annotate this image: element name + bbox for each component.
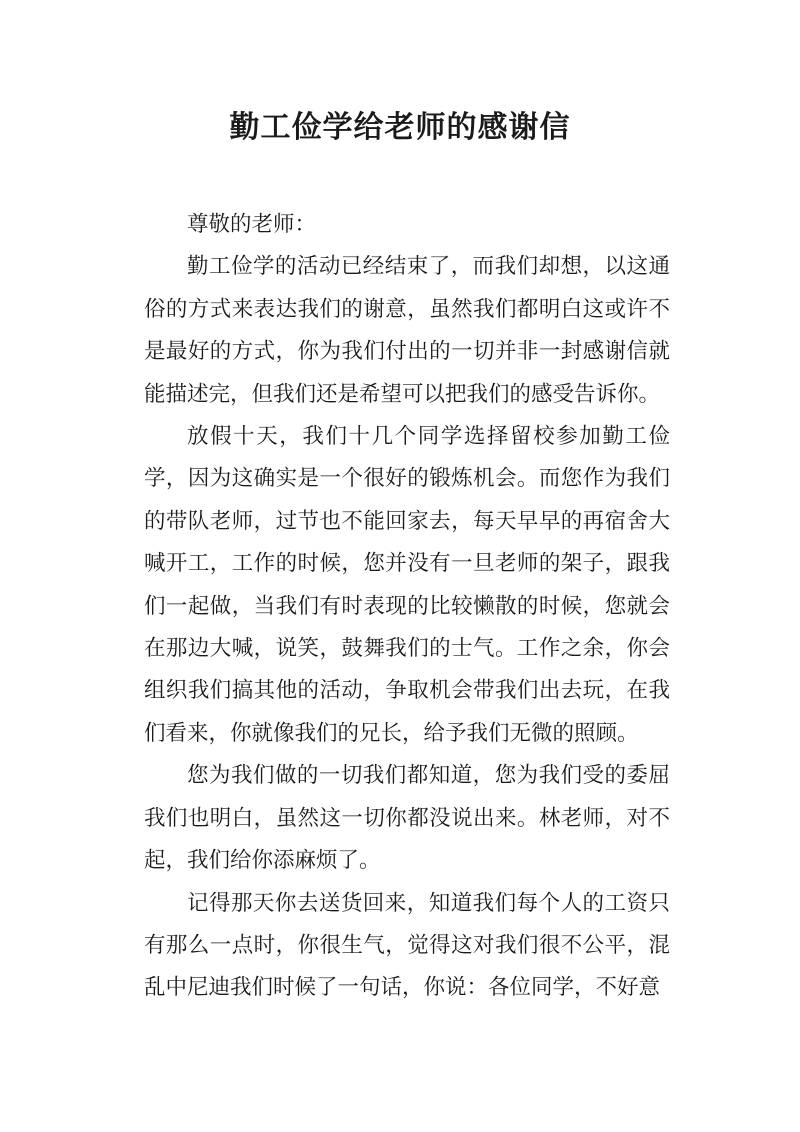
paragraph: 放假十天，我们十几个同学选择留校参加勤工俭学，因为这确实是一个很好的锻炼机会。而您作为我们的带队老师，过节也不能回家去，每天早早的再宿舍大喊开工，工作的时候，您并没有一旦老师的架子，跟我们一起做，当我们有时表现的比较懒散的时候，您就会在那边大喊，说笑，鼓舞我们的士气。工作之余，你会组织我们搞其他的活动，争取机会带我们出去玩，在我们看来，你就像我们的兄长，给予我们无微的照顾。 [144, 424, 670, 746]
document-title: 勤工俭学给老师的感谢信 [229, 110, 571, 145]
paragraph: 您为我们做的一切我们都知道，您为我们受的委屈我们也明白，虽然这一切你都没说出来。林老师，对不起，我们给你添麻烦了。 [144, 763, 670, 874]
paragraph: 勤工俭学的活动已经结束了，而我们却想，以这通俗的方式来表达我们的谢意，虽然我们都明白这或许不是最好的方式，你为我们付出的一切并非一封感谢信就能描述完，但我们还是希望可以把我们的感受告诉你。 [144, 254, 670, 407]
letter-body [144, 204, 670, 1010]
paragraph: 记得那天你去送货回来，知道我们每个人的工资只有那么一点时，你很生气，觉得这对我们很不公平，混乱中尼迪我们时候了一句话，你说：各位同学，不好意 [144, 890, 670, 1001]
salutation: 尊敬的老师： [187, 212, 317, 237]
